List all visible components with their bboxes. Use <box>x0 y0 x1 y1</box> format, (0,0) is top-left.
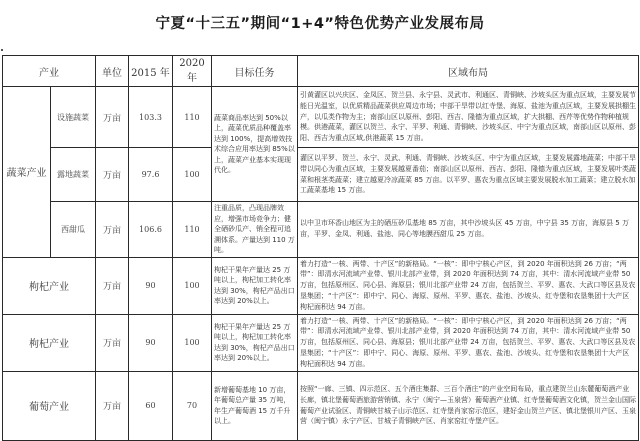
page-title: 宁夏“十三五”期间“1+4”特色优势产业发展布局 <box>155 16 485 32</box>
header-row <box>3 56 639 87</box>
task-cell: 新增葡萄基地 10 万亩，年葡萄总产量 35 万吨，年生产葡萄酒 15 万千升以上。 <box>212 371 298 440</box>
unit-cell: 万亩 <box>96 87 129 148</box>
sub-industry: 露地蔬菜 <box>51 148 96 202</box>
task-cell: 枸杞干果年产量达 25 万吨以上，枸杞加工转化率达到 30%，枸杞产品出口率达到 20%以上。 <box>212 314 298 371</box>
sub-industry: 设施蔬菜 <box>51 87 96 148</box>
table-row <box>3 87 639 148</box>
task-cell: 注重品质，凸现品牌效应，增强市场竞争力；健全硒砂瓜产、销全程可追溯体系。产量达到 110 万吨。 <box>212 202 298 258</box>
table-row <box>3 202 639 258</box>
value-2020: 100 <box>173 314 212 371</box>
industry-vegetable: 蔬菜产业 <box>3 87 51 258</box>
table-row <box>3 314 639 371</box>
value-2020: 100 <box>173 257 212 314</box>
region-cell: 按照“一廊、三镇、四示范区、五个酒庄集群、三百个酒庄”的产业空间布局，重点建贺兰山东麓葡萄酒产业长廊，镇北堡葡萄酒旅游营销镇、永宁（闽宁—玉泉营）葡萄酒产业镇、红寺堡葡萄酒文化镇，贺兰金山国际葡萄产业试验区、青铜峡甘城子山示范区、红寺堡肖家窑示范区，建好金山贺兰产区、镇北堡银川产区、玉泉营（闽宁镇）永宁产区、甘城子青铜峡产区、肖家窑红寺堡产区。 <box>298 371 639 440</box>
table-row <box>3 148 639 202</box>
region-cell: 着力打造“一核、两带、十产区”的新格局。“一核”：即中宁核心产区，到 2020 年面积达到 26 万亩；“两带”：即清水河流域产业带、银川北部产业带，到 2020 年面积达到 74 万亩，其中：清水河流域产业带 50 万亩，包括原州区、同心县、海原县；银川北部产业带 24 万亩，包括贺兰、平罗、惠农、大武口等区县及农垦集团；“十产区”：即中宁、同心、海原、原州、平罗、惠农、盐池、沙坡头、红寺堡和农垦集团十大产区枸杞面积达 94 万亩。 <box>298 314 639 371</box>
industry-goji: 枸杞产业 <box>3 257 96 314</box>
value-2015: 97.6 <box>129 148 173 202</box>
value-2015: 60 <box>129 371 173 440</box>
unit-cell: 万亩 <box>96 148 129 202</box>
value-2015: 90 <box>129 257 173 314</box>
header-2015: 2015 年 <box>129 56 173 87</box>
value-2015: 106.6 <box>129 202 173 258</box>
header-industry: 产业 <box>3 56 96 87</box>
value-2015: 90 <box>129 314 173 371</box>
table-row <box>3 371 639 440</box>
region-cell: 着力打造“一核、两带、十产区”的新格局。“一核”：即中宁核心产区，到 2020 年面积达到 26 万亩；“两带”：即清水河流域产业带、银川北部产业带，到 2020 年面积达到 74 万亩，其中：清水河流域产业带 50 万亩，包括原州区、同心县、海原县；银川北部产业带 24 万亩，包括贺兰、平罗、惠农、大武口等区县及农垦集团；“十产区”：即中宁、同心、海原、原州、平罗、惠农、盐池、沙坡头、红寺堡和农垦集团十大产区枸杞面积达 94 万亩。 <box>298 257 639 314</box>
region-cell: 引黄灌区以兴庆区、金凤区、贺兰县、永宁县、灵武市、利通区、青铜峡、沙坡头区为重点区域，主要发展节能日光温室，以优质精品蔬菜供应周边市场；中部干旱带以红寺堡、海原、盐池为重点区域，主要发展拱棚生产，以瓜类作物为主；南部山区以原州、彭阳、西吉、隆德为重点区域，扩大拱棚、西芹等优势作物种植规模。供港蔬菜，灌区以贺兰、永宁、平罗、利通、青铜峡、沙坡头区、中宁为重点区域，南部山区以原州、彭阳、西吉为重点区域,供港蔬菜 15 万亩。 <box>298 87 639 148</box>
unit-cell: 万亩 <box>96 202 129 258</box>
unit-cell: 万亩 <box>96 371 129 440</box>
industry-layout-table <box>2 55 639 441</box>
task-cell: 蔬菜商品率达到 50%以上，蔬菜优质品种覆盖率达到 100%，提高增效技术综合应用率达到 85%以上，蔬菜产业基本实现现代化。 <box>212 87 298 202</box>
sub-industry: 西甜瓜 <box>51 202 96 258</box>
task-cell: 枸杞干果年产量达 25 万吨以上，枸杞加工转化率达到 30%，枸杞产品出口率达到 20%以上。 <box>212 257 298 314</box>
value-2020: 100 <box>173 148 212 202</box>
value-2020: 70 <box>173 371 212 440</box>
header-region: 区域布局 <box>298 56 639 87</box>
value-2020: 110 <box>173 202 212 258</box>
stray-mark <box>1 49 3 51</box>
table-row <box>3 257 639 314</box>
header-2020: 2020 年 <box>173 56 212 87</box>
value-2020: 110 <box>173 87 212 148</box>
region-cell: 以中卫市环香山地区为主的硒压砂瓜基地 85 万亩，其中沙坡头区 45 万亩，中宁县 35 万亩，海原县 5 万亩，平罗、金凤、利通、盐池、同心等地膜西甜瓜 25 万亩。 <box>298 202 639 258</box>
value-2015: 103.3 <box>129 87 173 148</box>
header-task: 目标任务 <box>212 56 298 87</box>
region-cell: 灌区以平罗、贺兰、永宁、灵武、利通、青铜峡、沙坡头区、中宁为重点区域，主要发展露地蔬菜；中部干旱带以同心为重点区域，主要发展越夏番茄；南部山区以原州、西吉、彭阳、隆德为重点区域，主要发展叶类蔬菜和根茎类蔬菜；建立越夏冷凉蔬菜 85 万亩。以平罗、惠农为重点区域主要发展脱水加工蔬菜；建立脱水加工蔬菜基地 15 万亩。 <box>298 148 639 202</box>
unit-cell: 万亩 <box>96 257 129 314</box>
industry-grape: 葡萄产业 <box>3 371 96 440</box>
industry-goji: 枸杞产业 <box>3 314 96 371</box>
unit-cell: 万亩 <box>96 314 129 371</box>
header-unit: 单位 <box>96 56 129 87</box>
